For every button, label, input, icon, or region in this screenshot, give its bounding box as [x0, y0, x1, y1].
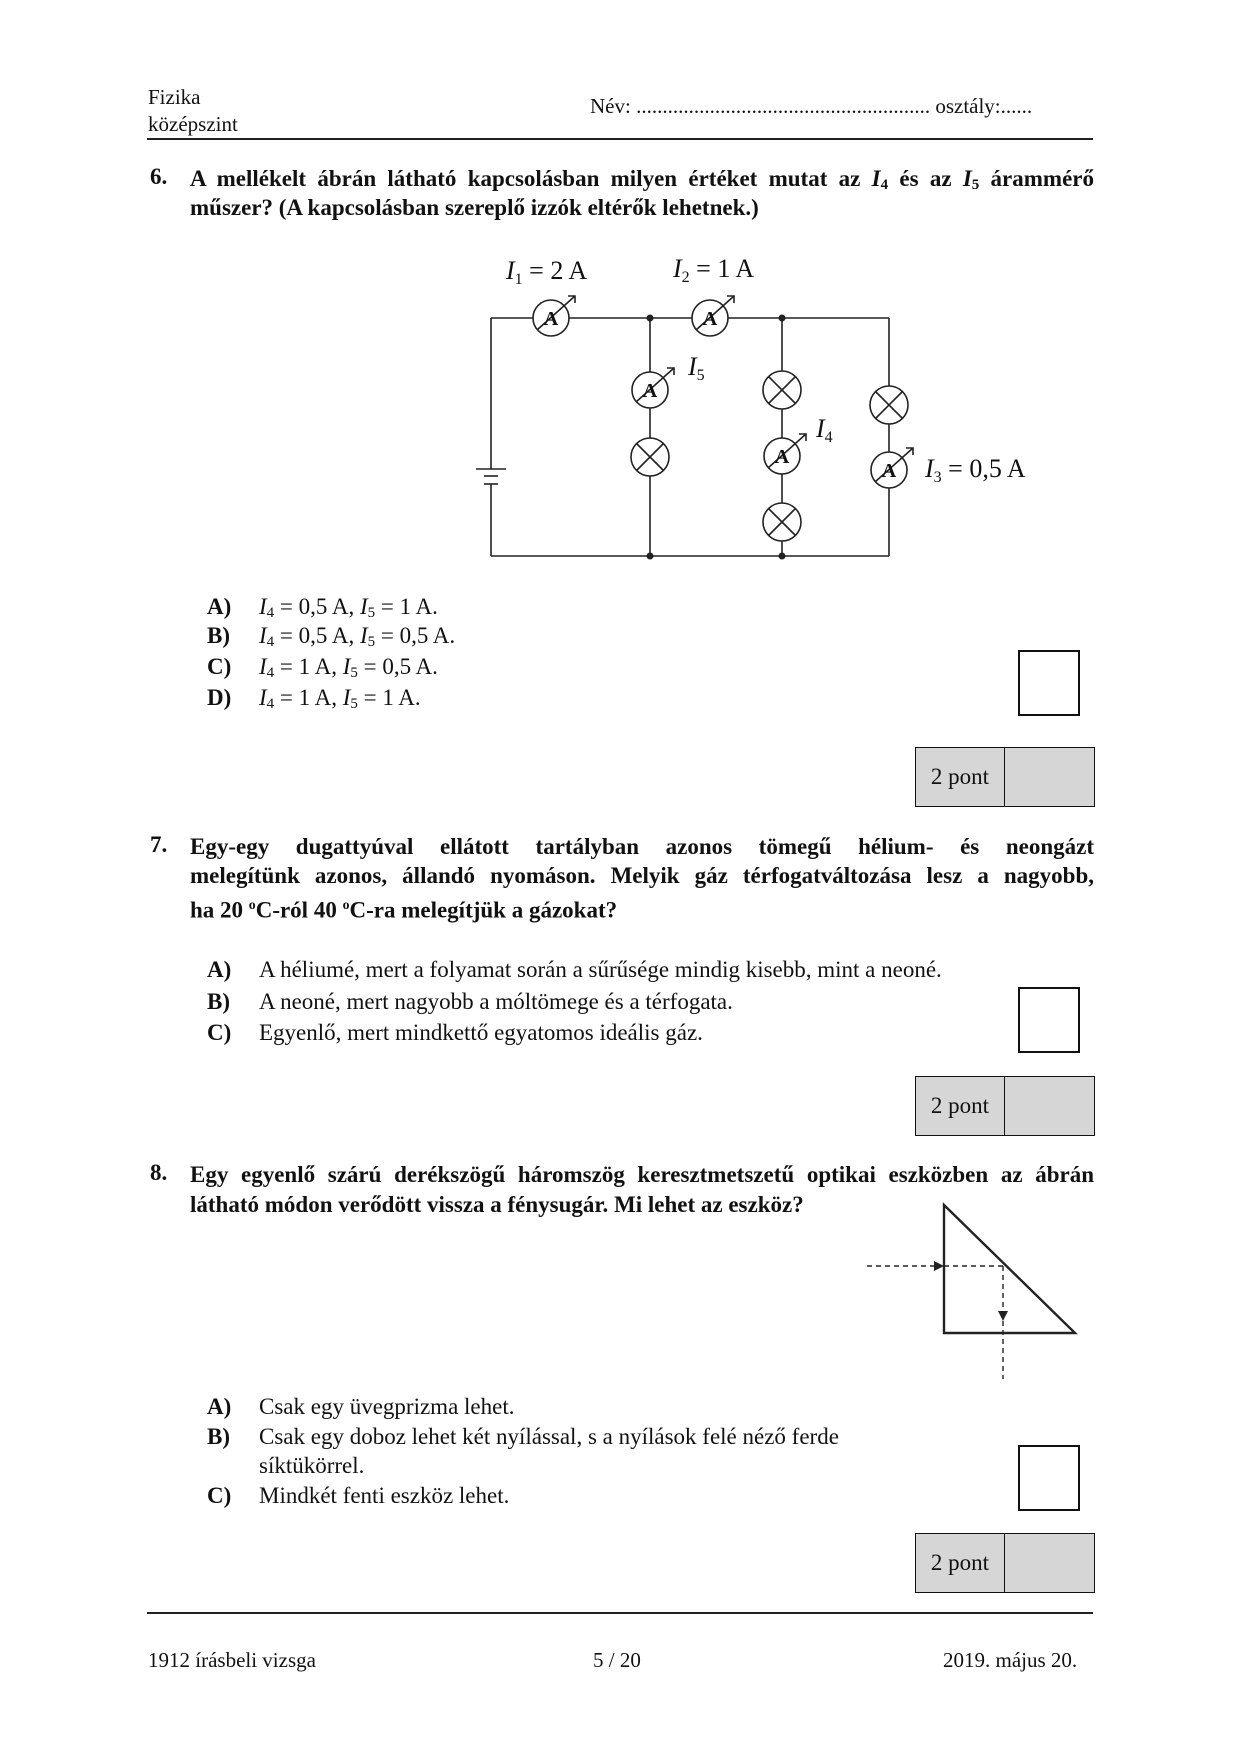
q6-score-field[interactable]	[1005, 748, 1094, 806]
label-i4: I4	[816, 414, 833, 446]
q8-option-a[interactable]: A) Csak egy üvegprizma lehet.	[207, 1394, 515, 1419]
q8-option-b[interactable]: B) Csak egy doboz lehet két nyílással, s a nyílások felé néző ferde síktükörrel.	[207, 1424, 839, 1478]
ammeter-letter: A	[642, 380, 658, 402]
battery-symbol	[476, 469, 506, 484]
q7-option-b[interactable]: B) A neoné, mert nagyobb a móltömege és a térfogata.	[207, 989, 733, 1014]
q6-option-c[interactable]: C) $I_4 = 1$ A, $I_5 = 0,5$ A.	[207, 654, 438, 681]
q6-points-label: 2 pont	[916, 748, 1005, 806]
question-7-text-line3: ha 20 $^o$C-ról 40 $^o$C-ra melegítjük a gázokat?	[190, 897, 618, 923]
name-class-field: Név: ........................................................ osztály:......	[590, 94, 1033, 118]
q6-option-b[interactable]: B) $I_4 = 0,5$ A, $I_5 = 0,5$ A.	[207, 623, 456, 650]
footer-rule	[147, 1612, 1093, 1614]
q8-score-field[interactable]	[1005, 1534, 1094, 1592]
question-8-text-line2: látható módon verődött vissza a fénysugár. Mi lehet az eszköz?	[190, 1192, 804, 1217]
question-7-text-line1: Egy-egy dugattyúval ellátott tartályban azonos tömegű hélium- és neongázt	[190, 834, 1094, 859]
q7-answer-box[interactable]	[1018, 987, 1080, 1053]
q7-score-field[interactable]	[1005, 1077, 1094, 1135]
lamp-icon	[870, 386, 908, 424]
q7-score-box	[915, 1076, 1095, 1136]
footer-page-number: 5 / 20	[593, 1648, 641, 1672]
q6-option-d[interactable]: D) $I_4 = 1$ A, $I_5 = 1$ A.	[207, 685, 421, 712]
question-7-number: 7.	[150, 832, 168, 857]
lamp-icon	[763, 503, 801, 541]
ammeter-letter: A	[543, 308, 559, 330]
light-ray-path	[867, 1266, 1003, 1379]
ammeter-letter: A	[702, 308, 718, 330]
junction-dot	[647, 315, 654, 322]
header-subject: Fizika	[148, 85, 201, 109]
q8-option-c[interactable]: C) Mindkét fenti eszköz lehet.	[207, 1483, 510, 1508]
ammeter-letter: A	[881, 460, 897, 482]
footer-date: 2019. május 20.	[943, 1648, 1078, 1672]
junction-dot	[779, 553, 786, 560]
q7-option-c[interactable]: C) Egyenlő, mert mindkettő egyatomos ideális gáz.	[207, 1020, 703, 1045]
ray-arrow-right-icon	[934, 1261, 944, 1271]
question-8-number: 8.	[150, 1160, 168, 1185]
prism-triangle	[944, 1205, 1075, 1333]
question-8-text-line1: Egy egyenlő szárú derékszögű háromszög keresztmetszetű optikai eszközben az ábrán	[190, 1162, 1094, 1187]
label-i2: I2 = 1 A	[673, 254, 755, 286]
question-6-number: 6.	[150, 164, 168, 189]
ammeter-letter: A	[774, 446, 790, 468]
label-i3: I3 = 0,5 A	[925, 454, 1026, 486]
q7-option-a[interactable]: A) A héliumé, mert a folyamat során a sűrűsége mindig kisebb, mint a neoné.	[207, 957, 942, 982]
prism-diagram	[860, 1195, 1100, 1395]
label-i5: I5	[688, 352, 705, 384]
footer-exam: 1912 írásbeli vizsga	[148, 1648, 316, 1672]
q7-points-label: 2 pont	[916, 1077, 1005, 1135]
circuit-diagram	[0, 0, 1241, 600]
question-7-text-line2: melegítünk azonos, állandó nyomáson. Melyik gáz térfogatváltozása lesz a nagyobb,	[190, 863, 1094, 888]
q8-answer-box[interactable]	[1018, 1445, 1080, 1511]
q6-answer-box[interactable]	[1018, 650, 1080, 716]
ray-arrow-down-icon	[998, 1311, 1008, 1321]
lamp-icon	[763, 371, 801, 409]
q6-option-a[interactable]: A) $I_4 = 0,5$ A, $I_5 = 1$ A.	[207, 594, 438, 621]
lamp-icon	[631, 438, 669, 476]
q8-points-label: 2 pont	[916, 1534, 1005, 1592]
q6-score-box	[915, 747, 1095, 807]
junction-dot	[647, 553, 654, 560]
label-i1: I1 = 2 A	[506, 256, 588, 288]
header-level: középszint	[148, 112, 238, 136]
q8-score-box	[915, 1533, 1095, 1593]
question-6-text-line1: A mellékelt ábrán látható kapcsolásban milyen értéket mutat az $I_4$ és az $I_5$ árammérő	[190, 166, 1094, 193]
junction-dot	[779, 315, 786, 322]
question-6-text-line2: műszer? (A kapcsolásban szereplő izzók eltérők lehetnek.)	[190, 195, 759, 220]
